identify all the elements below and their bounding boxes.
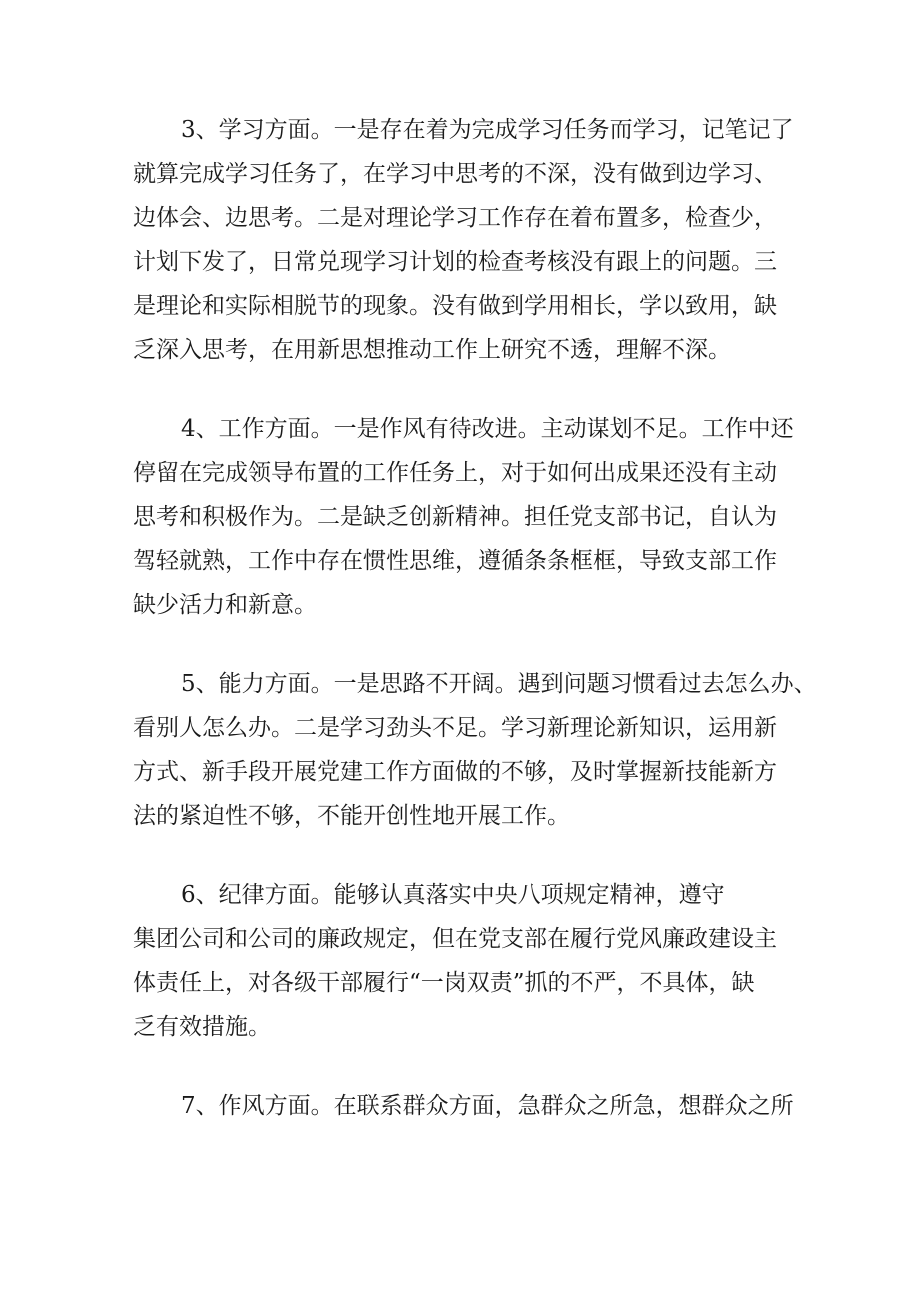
text-line: 5、能力方面。一是思路不开阔。遇到问题习惯看过去怎么办、: [181, 671, 817, 697]
text-line: 看别人怎么办。二是学习劲头不足。学习新理论新知识，运用新: [133, 715, 777, 741]
text-line: 7、作风方面。在联系群众方面，急群众之所急，想群众之所: [181, 1093, 794, 1119]
text-line: 计划下发了，日常兑现学习计划的检查考核没有跟上的问题。三: [133, 249, 777, 275]
paragraph-ability: [133, 662, 817, 838]
text-line: 体责任上，对各级干部履行“一岗双责”抓的不严，不具体，缺: [133, 970, 755, 996]
text-line: 是理论和实际相脱节的现象。没有做到学用相长，学以致用，缺: [133, 293, 777, 319]
text-line: 4、工作方面。一是作风有待改进。主动谋划不足。工作中还: [181, 416, 794, 442]
text-line: 集团公司和公司的廉政规定，但在党支部在履行党风廉政建设主: [133, 926, 777, 952]
text-line: 缺少活力和新意。: [133, 592, 317, 618]
paragraph-discipline: [133, 873, 797, 1049]
text-line: 乏深入思考，在用新思想推动工作上研究不透，理解不深。: [133, 337, 731, 363]
document-body: [133, 108, 817, 1128]
paragraph-work: [133, 407, 797, 627]
text-line: 驾轻就熟，工作中存在惯性思维，遵循条条框框，导致支部工作: [133, 548, 777, 574]
text-line: 边体会、边思考。二是对理论学习工作存在着布置多，检查少，: [133, 205, 777, 231]
text-line: 就算完成学习任务了，在学习中思考的不深，没有做到边学习、: [133, 161, 777, 187]
text-line: 方式、新手段开展党建工作方面做的不够，及时掌握新技能新方: [133, 759, 777, 785]
text-line: 停留在完成领导布置的工作任务上，对于如何出成果还没有主动: [133, 460, 777, 486]
paragraph-style: [133, 1084, 797, 1128]
text-line: 6、纪律方面。能够认真落实中央八项规定精神，遵守: [181, 882, 725, 908]
text-line: 乏有效措施。: [133, 1014, 271, 1040]
text-line: 思考和积极作为。二是缺乏创新精神。担任党支部书记，自认为: [133, 504, 777, 530]
text-line: 3、学习方面。一是存在着为完成学习任务而学习，记笔记了: [181, 117, 794, 143]
paragraph-study: [133, 108, 797, 372]
text-line: 法的紧迫性不够，不能开创性地开展工作。: [133, 803, 570, 829]
